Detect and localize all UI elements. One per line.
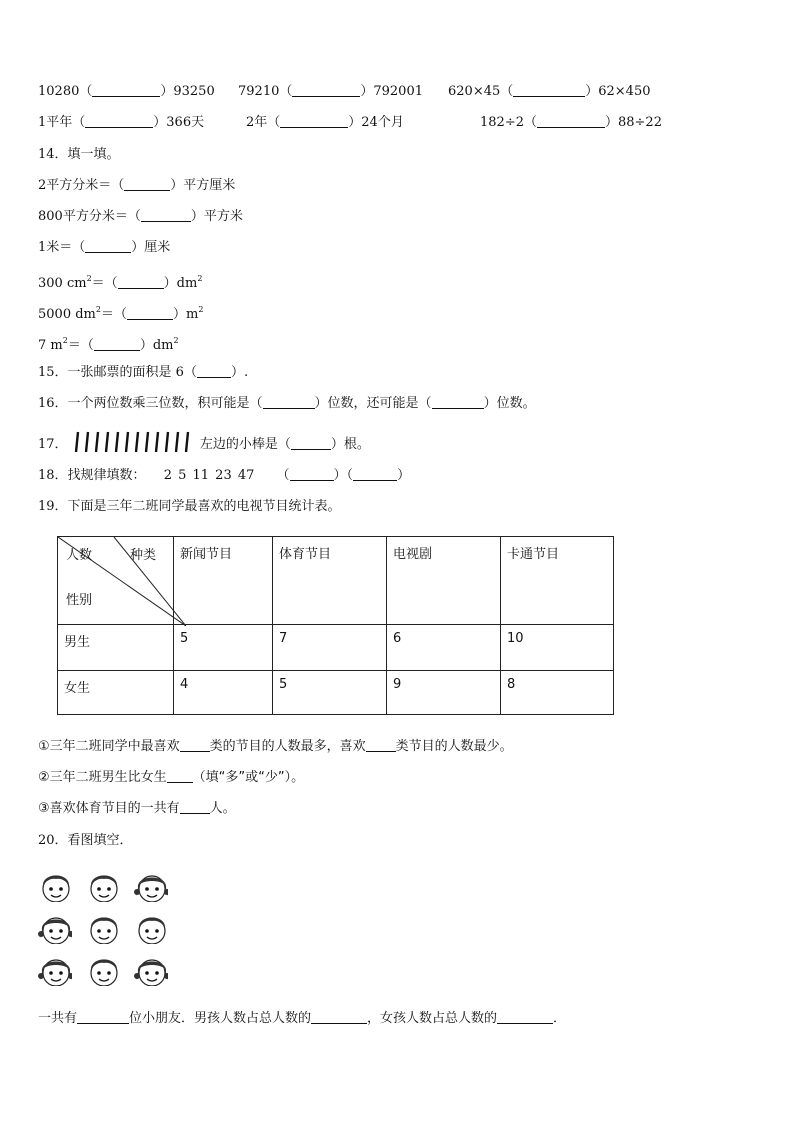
answer-blank[interactable] bbox=[197, 365, 231, 378]
compare-1c: 620×45（ ）62×450 bbox=[448, 84, 651, 99]
stick bbox=[126, 432, 128, 452]
q20-title: 20．看图填空． bbox=[38, 833, 133, 848]
q14-line-6: 7 $m^2=$（ ）$dm^2$ bbox=[38, 336, 179, 353]
q14-line-2: 800平方分米＝（ ）平方米 bbox=[38, 209, 243, 224]
stick bbox=[106, 432, 108, 452]
q19-title: 19．下面是三年二班同学最喜欢的电视节目统计表。 bbox=[38, 499, 341, 514]
column-header: 新闻节目 bbox=[174, 537, 273, 625]
q16: 16．一个两位数乘三位数，积可能是（ ）位数，还可能是（ ）位数。 bbox=[38, 396, 536, 411]
answer-blank[interactable] bbox=[180, 739, 210, 752]
stick bbox=[96, 432, 98, 452]
stick bbox=[116, 432, 118, 452]
answer-blank[interactable] bbox=[497, 1011, 553, 1024]
stick bbox=[146, 432, 148, 452]
answer-blank[interactable] bbox=[141, 209, 191, 222]
answer-blank[interactable] bbox=[77, 1011, 129, 1024]
tv-program-table bbox=[57, 536, 614, 715]
boy-face-icon bbox=[36, 866, 72, 902]
column-header: 卡通节目 bbox=[501, 537, 614, 625]
q18: 18．找规律填数： 2 5 11 23 47 （ ）（ ） bbox=[38, 468, 411, 483]
corner-label-category: 种类 bbox=[130, 548, 157, 563]
stick bbox=[86, 432, 88, 452]
q14-line-5: 5000 $dm^2=$（ ）$m^2$ bbox=[38, 305, 204, 322]
answer-blank[interactable] bbox=[92, 84, 160, 97]
answer-blank[interactable] bbox=[118, 276, 164, 289]
answer-blank[interactable] bbox=[127, 307, 173, 320]
boy-face-icon bbox=[84, 950, 120, 986]
compare-1a: 10280（ ）93250 bbox=[38, 84, 215, 99]
sequence: 2 5 11 23 47 bbox=[163, 468, 255, 483]
corner-label-count: 人数 bbox=[66, 548, 93, 563]
row-label: 女生 bbox=[58, 671, 174, 715]
answer-blank[interactable] bbox=[311, 1011, 367, 1024]
stick bbox=[166, 432, 168, 452]
stick bbox=[176, 432, 178, 452]
compare-2b: 2年（ ）24个月 bbox=[246, 115, 404, 130]
answer-blank[interactable] bbox=[432, 396, 484, 409]
row-label: 男生 bbox=[58, 625, 174, 671]
q14-line-4: 300 $cm^2=$（ ）$dm^2$ bbox=[38, 274, 203, 291]
answer-blank[interactable] bbox=[292, 84, 360, 97]
q20-sentence: 一共有 位小朋友．男孩人数占总人数的 ，女孩人数占总人数的 ． bbox=[38, 1011, 567, 1026]
table-cell: 9 bbox=[387, 671, 501, 715]
compare-1b: 79210（ ）792001 bbox=[238, 84, 423, 99]
boy-face-icon bbox=[84, 866, 120, 902]
q19-sub-3: ③喜欢体育节目的一共有 人。 bbox=[38, 801, 236, 816]
sticks-figure bbox=[72, 430, 196, 454]
corner-label-gender: 性别 bbox=[66, 593, 93, 608]
table-cell: 5 bbox=[273, 671, 387, 715]
answer-blank[interactable] bbox=[124, 178, 170, 191]
q14-title: 14．填一填。 bbox=[38, 147, 120, 162]
girl-face-icon bbox=[132, 866, 168, 902]
answer-blank[interactable] bbox=[94, 338, 140, 351]
answer-blank[interactable] bbox=[366, 739, 396, 752]
girl-face-icon bbox=[132, 950, 168, 986]
table-cell: 7 bbox=[273, 625, 387, 671]
boy-face-icon bbox=[132, 908, 168, 944]
stick bbox=[186, 432, 188, 452]
answer-blank[interactable] bbox=[85, 240, 131, 253]
compare-2c: 182÷2（ ）88÷22 bbox=[480, 115, 662, 130]
q19-sub-1: ①三年二班同学中最喜欢 类的节目的人数最多，喜欢 类节目的人数最少。 bbox=[38, 739, 513, 754]
answer-blank[interactable] bbox=[290, 468, 334, 481]
column-header: 电视剧 bbox=[387, 537, 501, 625]
table-row-girls bbox=[58, 671, 614, 715]
table-cell: 4 bbox=[174, 671, 273, 715]
table-corner-cell bbox=[58, 537, 174, 625]
stick bbox=[136, 432, 138, 452]
q17: 17． 左边的小棒是（ ）根。 bbox=[38, 430, 370, 454]
answer-blank[interactable] bbox=[85, 115, 153, 128]
stick bbox=[76, 432, 78, 452]
table-cell: 10 bbox=[501, 625, 614, 671]
column-header: 体育节目 bbox=[273, 537, 387, 625]
compare-2a: 1平年（ ）366天 bbox=[38, 115, 205, 130]
q14-line-3: 1米＝（ ）厘米 bbox=[38, 240, 171, 255]
girl-face-icon bbox=[36, 908, 72, 944]
q15: 15．一张邮票的面积是 6（ ）. bbox=[38, 365, 249, 380]
answer-blank[interactable] bbox=[263, 396, 315, 409]
table-row-boys bbox=[58, 625, 614, 671]
answer-blank[interactable] bbox=[291, 437, 331, 450]
answer-blank[interactable] bbox=[537, 115, 605, 128]
answer-blank[interactable] bbox=[280, 115, 348, 128]
answer-blank[interactable] bbox=[353, 468, 397, 481]
q14-line-1: 2平方分米＝（ ）平方厘米 bbox=[38, 178, 236, 193]
table-cell: 6 bbox=[387, 625, 501, 671]
q19-sub-2: ②三年二班男生比女生 （填“多”或“少”）。 bbox=[38, 770, 305, 785]
table-cell: 5 bbox=[174, 625, 273, 671]
boy-face-icon bbox=[84, 908, 120, 944]
answer-blank[interactable] bbox=[513, 84, 585, 97]
girl-face-icon bbox=[36, 950, 72, 986]
answer-blank[interactable] bbox=[167, 770, 193, 783]
table-cell: 8 bbox=[501, 671, 614, 715]
stick bbox=[156, 432, 158, 452]
answer-blank[interactable] bbox=[180, 801, 210, 814]
